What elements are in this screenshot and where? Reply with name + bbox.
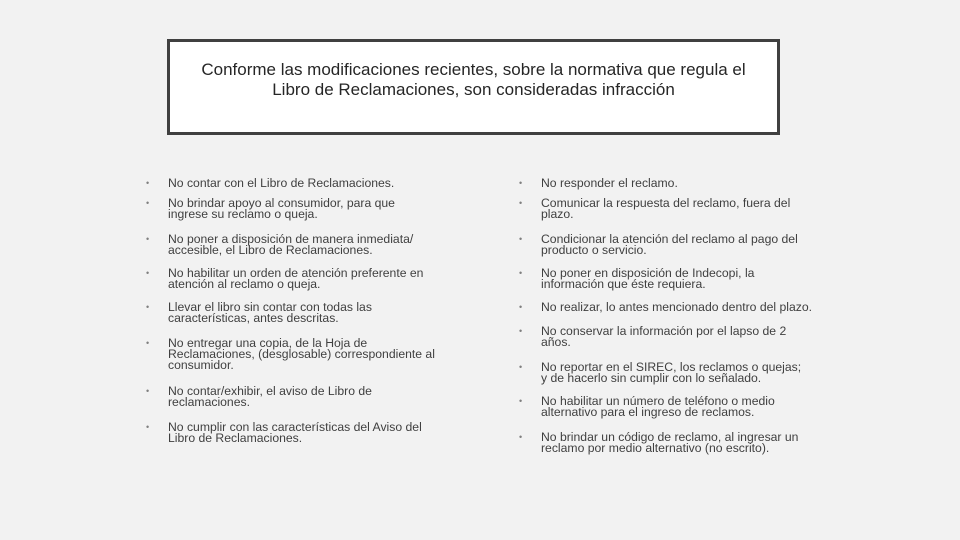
bullet-icon: •	[519, 432, 523, 442]
title-box	[167, 39, 780, 135]
list-item	[146, 268, 423, 290]
item-text-line: Llevar el libro sin contar con todas las	[168, 300, 372, 314]
bullet-icon: •	[146, 234, 150, 244]
bullet-icon: •	[519, 268, 523, 278]
item-text-line: atención al reclamo o queja.	[168, 277, 321, 291]
bullet-icon: •	[146, 302, 150, 312]
list-item	[519, 198, 790, 220]
list-item	[146, 302, 372, 324]
bullet-icon: •	[519, 362, 523, 372]
list-item	[146, 422, 422, 444]
list-item	[146, 178, 394, 189]
list-item	[519, 326, 786, 348]
bullet-icon: •	[519, 302, 523, 312]
item-text-line: Libro de Reclamaciones.	[168, 431, 303, 445]
title-line-1: Conforme las modificaciones recientes, sobre la normativa que regula el	[201, 60, 746, 79]
bullet-icon: •	[146, 178, 150, 188]
item-text-line: No cumplir con las características del Aviso del	[168, 420, 422, 434]
item-text-line: Comunicar la respuesta del reclamo, fuera del	[541, 196, 791, 210]
bullet-icon: •	[146, 386, 150, 396]
list-item	[519, 268, 754, 290]
slide-title	[170, 42, 777, 100]
item-text-line: reclamaciones.	[168, 395, 250, 409]
item-text-line: No conservar la información por el lapso de 2	[541, 324, 787, 338]
item-text-line: reclamo por medio alternativo (no escrito).	[541, 441, 770, 455]
bullet-icon: •	[519, 234, 523, 244]
bullet-icon: •	[519, 178, 523, 188]
item-text-line: características, antes descritas.	[168, 311, 339, 325]
bullet-icon: •	[146, 422, 150, 432]
item-text-line: producto o servicio.	[541, 243, 647, 257]
bullet-icon: •	[519, 198, 523, 208]
item-text-line: No reportar en el SIREC, los reclamos o quejas;	[541, 360, 802, 374]
item-text-line: No poner a disposición de manera inmediata/	[168, 232, 414, 246]
list-item	[519, 396, 775, 418]
list-item	[519, 432, 798, 454]
bullet-icon: •	[519, 396, 523, 406]
list-item	[146, 338, 435, 371]
list-item	[519, 234, 798, 256]
item-text-line: No poner en disposición de Indecopi, la	[541, 266, 755, 280]
item-text-line: Condicionar la atención del reclamo al pago del	[541, 232, 798, 246]
item-text-line: accesible, el Libro de Reclamaciones.	[168, 243, 373, 257]
list-item	[146, 198, 395, 220]
bullet-icon: •	[519, 326, 523, 336]
item-text-line: No brindar un código de reclamo, al ingresar un	[541, 430, 799, 444]
item-text-line: No contar/exhibir, el aviso de Libro de	[168, 384, 372, 398]
item-text-line: y de hacerlo sin cumplir con lo señalado.	[541, 371, 762, 385]
item-text-line: plazo.	[541, 207, 574, 221]
item-text-line: No responder el reclamo.	[541, 176, 678, 190]
item-text-line: consumidor.	[168, 358, 234, 372]
title-line-2: Libro de Reclamaciones, son consideradas infracción	[272, 80, 675, 99]
item-text-line: No entregar una copia, de la Hoja de	[168, 336, 368, 350]
item-text-line: No brindar apoyo al consumidor, para que	[168, 196, 395, 210]
list-item	[519, 362, 801, 384]
bullet-icon: •	[146, 338, 150, 348]
bullet-icon: •	[146, 268, 150, 278]
list-item	[519, 302, 812, 313]
item-text-line: No realizar, lo antes mencionado dentro del plazo.	[541, 300, 812, 314]
item-text-line: alternativo para el ingreso de reclamos.	[541, 405, 755, 419]
item-text-line: Reclamaciones, (desglosable) correspondiente al	[168, 347, 435, 361]
item-text-line: años.	[541, 335, 571, 349]
item-text-line: No contar con el Libro de Reclamaciones.	[168, 176, 395, 190]
bullet-icon: •	[146, 198, 150, 208]
item-text-line: ingrese su reclamo o queja.	[168, 207, 318, 221]
item-text-line: información que éste requiera.	[541, 277, 706, 291]
list-item	[146, 234, 413, 256]
item-text-line: No habilitar un número de teléfono o medio	[541, 394, 775, 408]
list-item	[146, 386, 372, 408]
item-text-line: No habilitar un orden de atención preferente en	[168, 266, 424, 280]
list-item	[519, 178, 678, 189]
